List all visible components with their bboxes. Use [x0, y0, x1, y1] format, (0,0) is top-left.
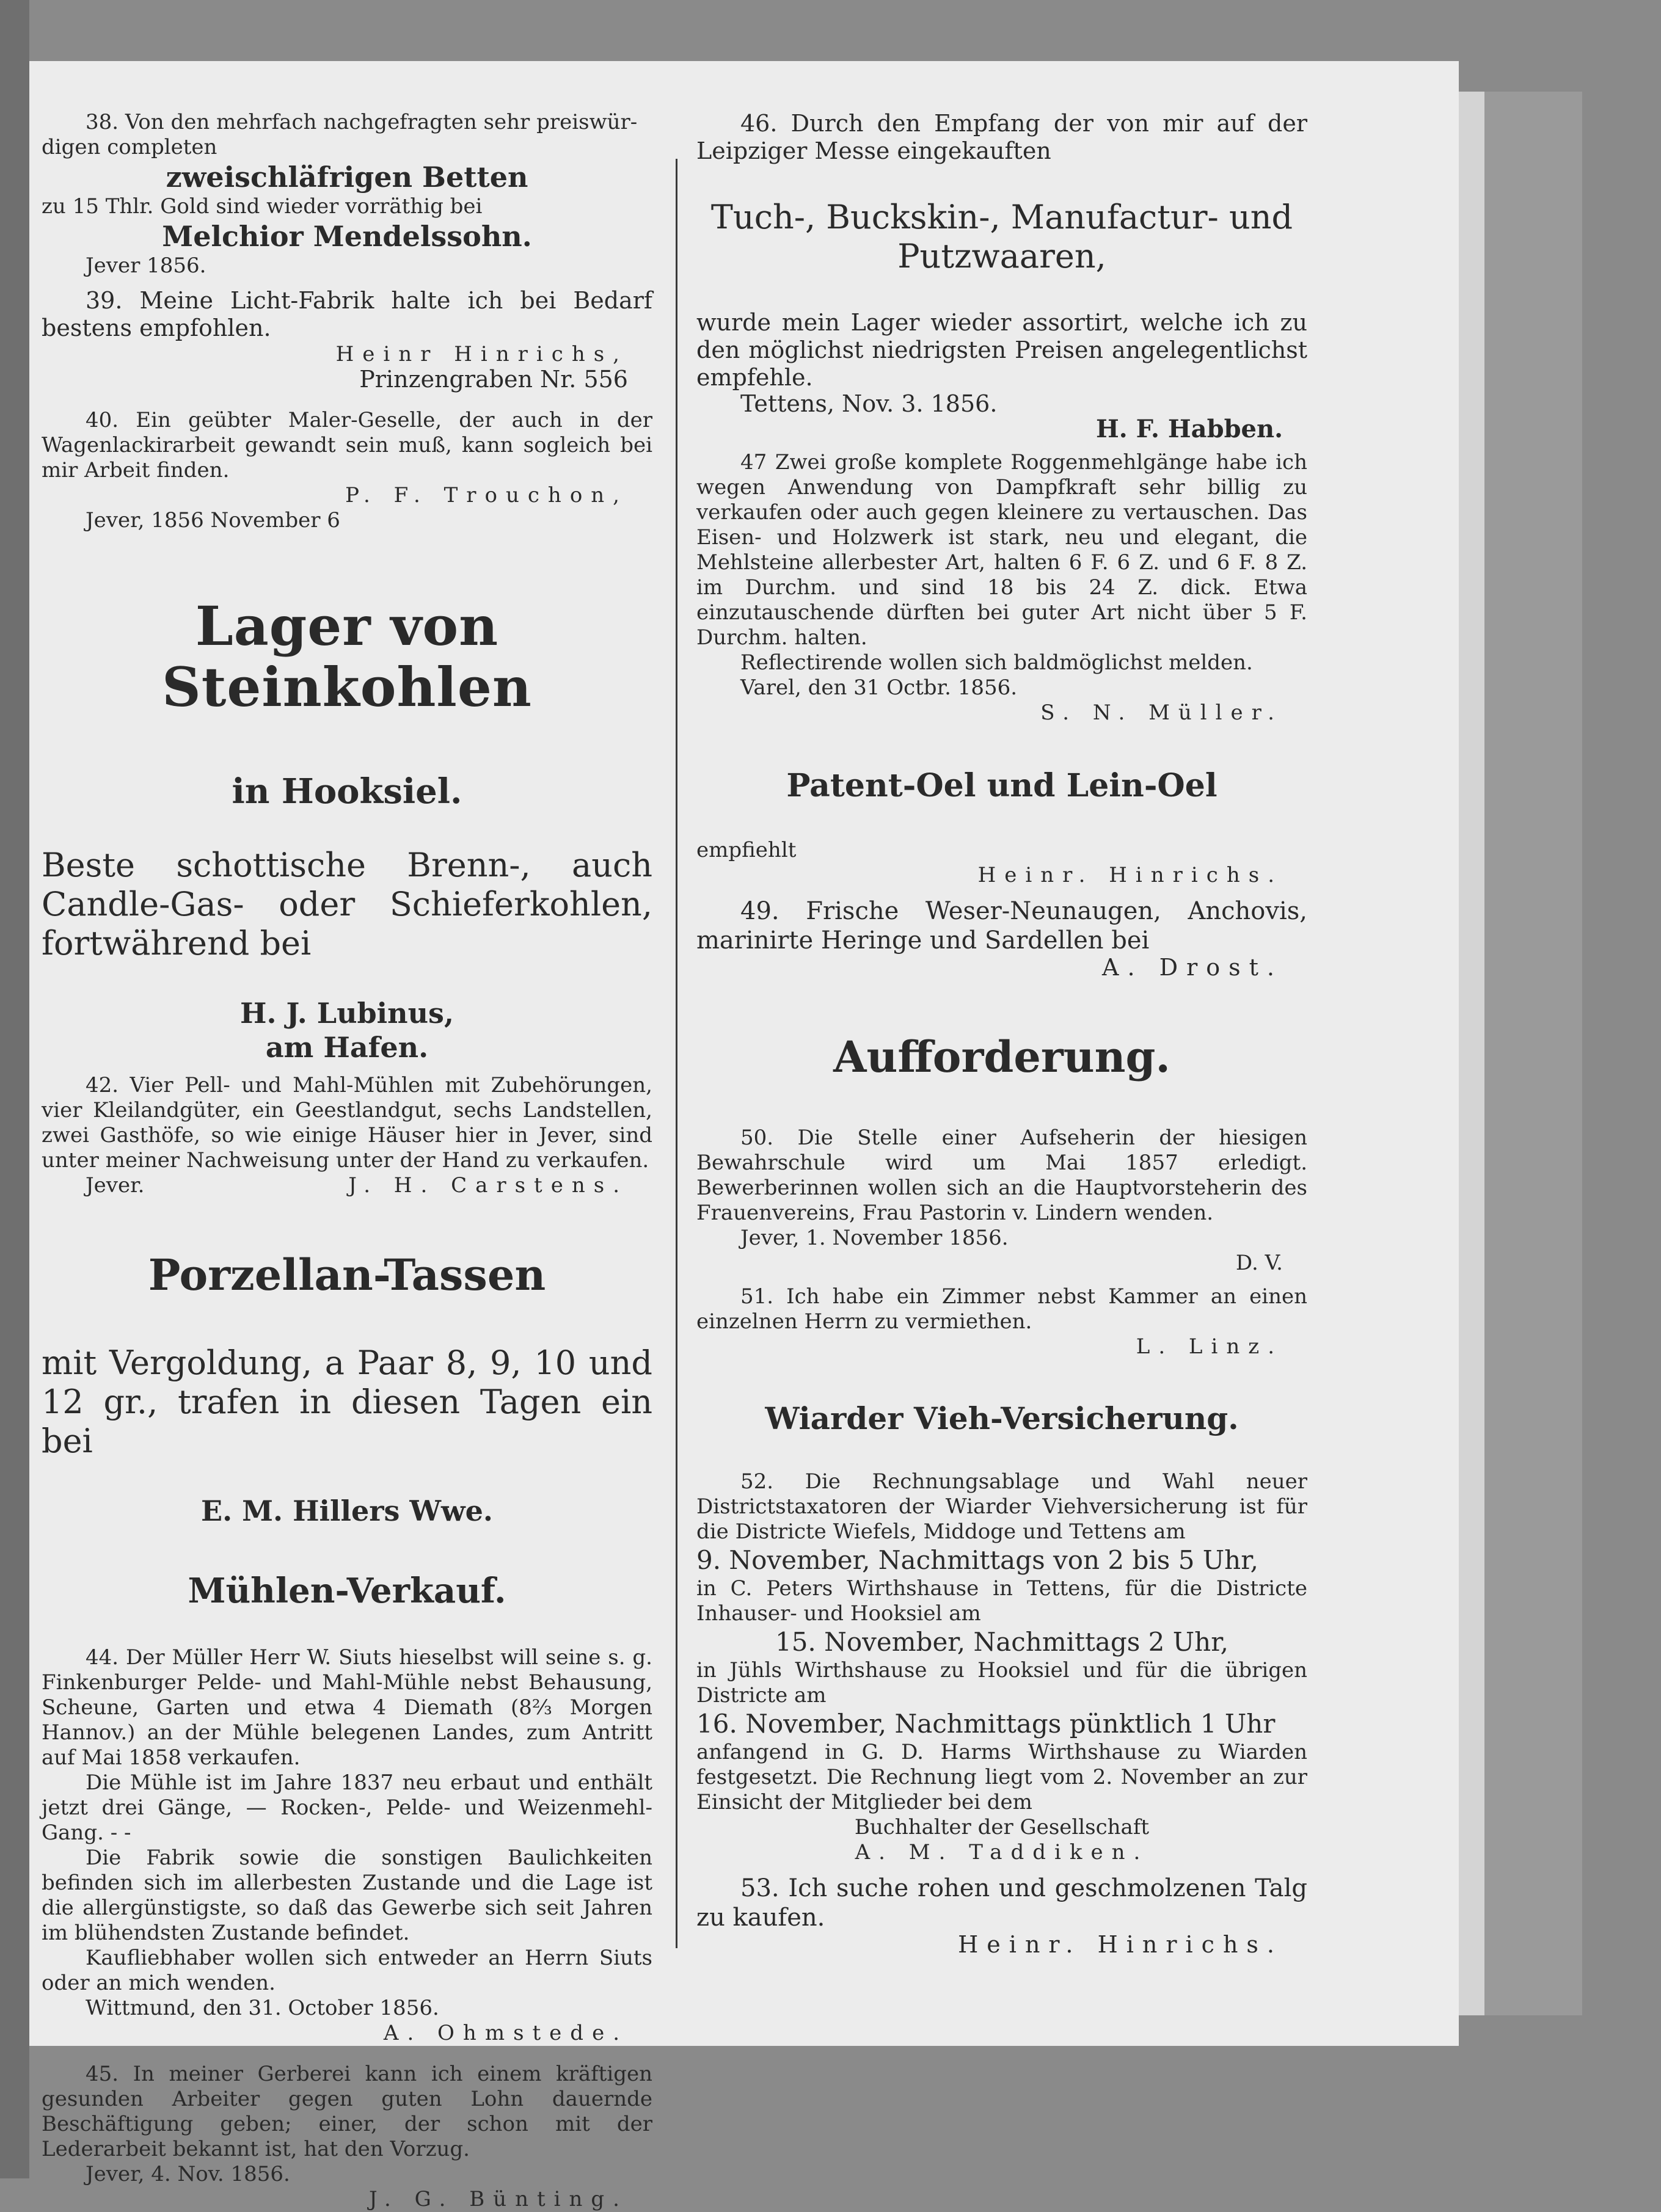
- ad-38-line3: zu 15 Thlr. Gold sind wieder vorräthig bei: [42, 194, 483, 219]
- ad-47-text: 47 Zwei große komplete Roggenmehlgänge habe ich wegen Anwendung von Dampfkraft sehr billig zu verkaufen oder auch gegen kleinere zu vertauschen. Das Eisen- und Holzwerk ist stark, neu und elegant, die Mehlsteine allerbester Art, halten 6 F. 6 Z. und 6 F. 8 Z. im Durchm. und sind 18 bis 24 Z. dick. Etwa einzutauschende dürften bei guter Art nicht über 5 F. Durchm. halten.: [696, 450, 1307, 650]
- ad-44-text1: 44. Der Müller Herr W. Siuts hieselbst will seine s. g. Finkenburger Pelde- und Mahl-Mühle nebst Behausung, Scheune, Garten und etwa 4 Diemath (8⅔ Morgen Hannov.) an der Mühle belegenen Landes, zum Antritt auf Mai 1858 verkaufen.: [42, 1645, 652, 1770]
- ad-44-signer: A. Ohmstede.: [383, 2021, 628, 2045]
- ad-42-text: 42. Vier Pell- und Mahl-Mühlen mit Zubehörungen, vier Kleilandgüter, ein Geestlandgut, sechs Landstellen, zwei Gasthöfe, so wie einige Häuser hier in Jever, sind unter meiner Nachweisung unter der Hand zu verkaufen.: [42, 1073, 652, 1173]
- cups-heading: Porzellan-Tassen: [148, 1250, 546, 1300]
- ad-51-text: 51. Ich habe ein Zimmer nebst Kammer an einen einzelnen Herrn zu vermiethen.: [696, 1284, 1307, 1334]
- ad-45-signer: J. G. Bünting.: [369, 2187, 628, 2211]
- ad-52-text3: in Jühls Wirthshause zu Hooksiel und für die übrigen Districte am: [696, 1658, 1307, 1708]
- call-heading: Aufforderung.: [833, 1031, 1170, 1082]
- book-cover: [1484, 92, 1582, 2015]
- ad-44-text3: Die Fabrik sowie die sonstigen Baulichkeiten befinden sich im allerbesten Zustande und die Lage ist die allergünstigste, so daß das Gewerbe sich seit Jahren im blühendsten Zustande befindet.: [42, 1846, 652, 1945]
- ad-45-place: Jever, 4. Nov. 1856.: [86, 2162, 290, 2186]
- ad-39-address: Prinzengraben Nr. 556: [359, 366, 628, 393]
- ad-38-line1: 38. Von den mehrfach nachgefragten sehr preiswür-: [86, 110, 638, 134]
- ad-46-heading: Tuch-, Buckskin-, Manufactur- und Putzwaaren,: [710, 198, 1293, 275]
- ad-38-place: Jever 1856.: [86, 253, 206, 278]
- ad-49-signer: A. Drost.: [1102, 954, 1283, 981]
- ad-50-place: Jever, 1. November 1856.: [740, 1226, 1009, 1250]
- ad-53-signer: Heinr. Hinrichs.: [958, 1931, 1283, 1958]
- ad-42-footer: [42, 1173, 652, 1198]
- ad-53-text: 53. Ich suche rohen und geschmolzenen Talg zu kaufen.: [696, 1874, 1307, 1932]
- ad-46-text: wurde mein Lager wieder assortirt, welche ich zu den möglichst niedrigsten Preisen angelegentlichst empfehle.: [696, 309, 1307, 391]
- ad-39-signer: Heinr Hinrichs,: [335, 342, 628, 366]
- ad-47-signer: S. N. Müller.: [1040, 700, 1283, 725]
- mill-heading: Mühlen-Verkauf.: [188, 1571, 506, 1611]
- right-column: [696, 110, 1307, 1957]
- ad-40-signer: P. F. Trouchon,: [345, 483, 628, 508]
- ad-38-signer: Melchior Mendelssohn.: [162, 220, 532, 253]
- page-edges: [1459, 92, 1484, 2015]
- ad-52-signer-title: Buchhalter der Gesellschaft: [854, 1815, 1150, 1839]
- ad-38-heading: zweischläfrigen Betten: [166, 161, 528, 194]
- coal-heading: Lager von Steinkohlen: [162, 594, 532, 719]
- oil-recommends: empfiehlt: [696, 838, 797, 862]
- ad-42-place: Jever.: [86, 1173, 145, 1198]
- ad-47-text2: Reflectirende wollen sich baldmöglichst melden.: [740, 650, 1253, 675]
- coal-signer: H. J. Lubinus,: [240, 997, 454, 1030]
- ad-44-text2: Die Mühle ist im Jahre 1837 neu erbaut und enthält jetzt drei Gänge, — Rocken-, Pelde- und Weizenmehl-Gang. - -: [42, 1770, 652, 1845]
- ad-44-text4: Kaufliebhaber wollen sich entweder an Herrn Siuts oder an mich wenden.: [42, 1946, 652, 1995]
- ad-46-signer: H. F. Habben.: [1096, 415, 1283, 443]
- oil-heading: Patent-Oel und Lein-Oel: [786, 767, 1217, 804]
- ad-52-signer: A. M. Taddiken.: [855, 1840, 1149, 1865]
- ad-51-signer: L. Linz.: [1136, 1334, 1283, 1359]
- ad-49-text: 49. Frische Weser-Neunaugen, Anchovis, marinirte Heringe und Sardellen bei: [696, 897, 1307, 955]
- ad-40-place: Jever, 1856 November 6: [86, 508, 340, 533]
- ad-38-line2: digen completen: [42, 135, 217, 159]
- coal-place: am Hafen.: [265, 1031, 429, 1064]
- ad-45-text: 45. In meiner Gerberei kann ich einem kräftigen gesunden Arbeiter gegen guten Lohn dauernde Beschäftigung geben; einer, der schon mit der Lederarbeit bekannt ist, hat den Vorzug.: [42, 2062, 652, 2161]
- ad-52-date1: 9. November, Nachmittags von 2 bis 5 Uhr,: [696, 1545, 1259, 1575]
- coal-subheading: in Hooksiel.: [232, 771, 462, 812]
- ad-52-text: 52. Die Rechnungsablage und Wahl neuer Districtstaxatoren der Wiarder Viehversicherung ist für die Districte Wiefels, Middoge und Tettens am: [696, 1469, 1307, 1544]
- ad-52-text2: in C. Peters Wirthshause in Tettens, für die Districte Inhauser- und Hooksiel am: [696, 1576, 1307, 1626]
- ad-52-date3: 16. November, Nachmittags pünktlich 1 Uhr: [696, 1709, 1276, 1739]
- cups-text: mit Vergoldung, a Paar 8, 9, 10 und 12 gr., trafen in diesen Tagen ein bei: [42, 1344, 652, 1460]
- ad-52-text4: anfangend in G. D. Harms Wirthshause zu Wiarden festgesetzt. Die Rechnung liegt vom 2. November an zur Einsicht der Mitglieder bei dem: [696, 1740, 1307, 1814]
- ad-46-place: Tettens, Nov. 3. 1856.: [740, 390, 998, 417]
- binding-gutter: [0, 0, 29, 2178]
- left-column: [42, 110, 652, 2212]
- ad-50-text: 50. Die Stelle einer Aufseherin der hiesigen Bewahrschule wird um Mai 1857 erledigt. Bewerberinnen wollen sich an die Hauptvorsteherin des Frauenvereins, Frau Pastorin v. Lindern wenden.: [696, 1126, 1307, 1225]
- cups-signer: E. M. Hillers Wwe.: [201, 1494, 493, 1527]
- ad-40-text: 40. Ein geübter Maler-Geselle, der auch in der Wagenlackirarbeit gewandt sein muß, kann sogleich bei mir Arbeit finden.: [42, 408, 652, 482]
- ad-39-text: 39. Meine Licht-Fabrik halte ich bei Bedarf bestens empfohlen.: [42, 287, 652, 341]
- ad-46-line1: 46. Durch den Empfang der von mir auf der Leipziger Messe eingekauften: [696, 110, 1307, 164]
- column-divider: [676, 159, 677, 1948]
- coal-text: Beste schottische Brenn-, auch Candle-Gas- oder Schieferkohlen, fortwährend bei: [42, 846, 652, 962]
- ad-47-place: Varel, den 31 Octbr. 1856.: [740, 675, 1018, 700]
- ad-44-place: Wittmund, den 31. October 1856.: [86, 1996, 439, 2020]
- ad-50-signer: D. V.: [1235, 1251, 1283, 1275]
- insurance-heading: Wiarder Vieh-Versicherung.: [765, 1400, 1239, 1436]
- oil-signer: Heinr. Hinrichs.: [977, 863, 1283, 887]
- ad-52-date2: 15. November, Nachmittags 2 Uhr,: [775, 1627, 1229, 1657]
- ad-42-signer: J. H. Carstens.: [348, 1173, 628, 1198]
